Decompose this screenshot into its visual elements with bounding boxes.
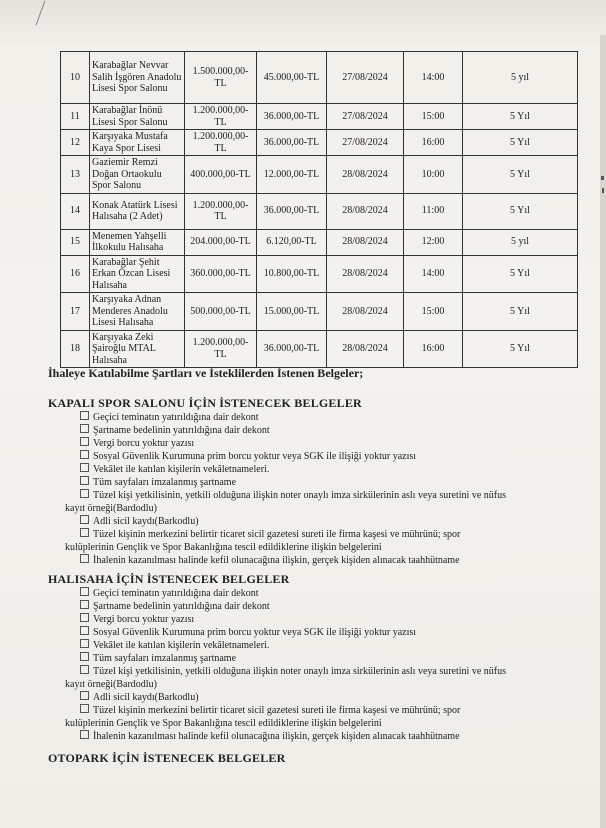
facility-name: Menemen Yahşelli İlkokulu Halısaha: [90, 229, 185, 255]
list-item-continuation: kayıt örneği(Bardodlu): [65, 503, 157, 514]
checkbox-icon: [80, 704, 89, 713]
tender-date: 28/08/2024: [327, 255, 404, 293]
list-item-text: Adli sicil kaydı(Barkodlu): [93, 692, 199, 703]
deposit-amount: 36.000,00-TL: [257, 330, 327, 368]
list-item-continuation: kulüplerinin Gençlik ve Spor Bakanlığına tescil edildiklerine ilişkin belgelerini: [65, 542, 382, 553]
list-item-text: Tüm sayfaları imzalanmış şartname: [93, 653, 237, 664]
table-row: [61, 52, 578, 104]
list-item: [80, 652, 520, 665]
list-item-text: Tüzel kişinin merkezini belirtir ticaret sicil gazetesi sureti ile firma kaşesi ve mührünü; spor: [93, 529, 461, 540]
list-item: [80, 424, 520, 437]
list-item-text: Geçici teminatın yatırıldığına dair dekont: [93, 588, 259, 599]
list-item-text: Vekâlet ile katılan kişilerin vekâletnameleri.: [93, 464, 270, 475]
estimated-value: 1.200.000,00-TL: [185, 130, 257, 156]
tender-date: 28/08/2024: [327, 293, 404, 331]
estimated-value: 1.200.000,00-TL: [185, 104, 257, 130]
list-item: [80, 528, 520, 541]
estimated-value: 1.500.000,00-TL: [185, 52, 257, 104]
tender-time: 16:00: [404, 330, 463, 368]
table-row: [61, 156, 578, 194]
lease-duration: 5 yıl: [463, 229, 578, 255]
section-title-kapali-spor-salonu: KAPALI SPOR SALONU İÇİN İSTENECEK BELGELER: [48, 396, 362, 410]
estimated-value: 1.200.000,00-TL: [185, 330, 257, 368]
document-list-halisaha: [65, 587, 520, 743]
lease-duration: 5 Yıl: [463, 255, 578, 293]
tender-time: 15:00: [404, 293, 463, 331]
checkbox-icon: [80, 652, 89, 661]
list-item: [80, 489, 520, 502]
tender-date: 27/08/2024: [327, 130, 404, 156]
list-item: [80, 476, 520, 489]
facility-name: Karabağlar Nevvar Salih İşgören Anadolu Lisesi Spor Salonu: [90, 52, 185, 104]
list-item: [80, 600, 520, 613]
table-row: [61, 330, 578, 368]
deposit-amount: 6.120,00-TL: [257, 229, 327, 255]
lease-duration: 5 Yıl: [463, 130, 578, 156]
row-number: 16: [61, 255, 90, 293]
list-item: [80, 613, 520, 626]
row-number: 13: [61, 156, 90, 194]
list-item-text: Adli sicil kaydı(Barkodlu): [93, 516, 199, 527]
table-row: [61, 293, 578, 331]
facility-name: Karabağlar İnönü Lisesi Spor Salonu: [90, 104, 185, 130]
list-item-text: İhalenin kazanılması halinde kefil olunacağına ilişkin, gerçek kişiden alınacak taahhütname: [93, 555, 460, 566]
checkbox-icon: [80, 528, 89, 537]
deposit-amount: 10.800,00-TL: [257, 255, 327, 293]
tender-time: 12:00: [404, 229, 463, 255]
deposit-amount: 36.000,00-TL: [257, 130, 327, 156]
row-number: 11: [61, 104, 90, 130]
list-item: [80, 626, 520, 639]
row-number: 14: [61, 193, 90, 229]
deposit-amount: 36.000,00-TL: [257, 193, 327, 229]
lease-duration: 5 yıl: [463, 52, 578, 104]
list-item-continuation: kulüplerinin Gençlik ve Spor Bakanlığına tescil edildiklerine ilişkin belgelerini: [65, 718, 382, 729]
checkbox-icon: [80, 424, 89, 433]
tender-date: 28/08/2024: [327, 330, 404, 368]
estimated-value: 400.000,00-TL: [185, 156, 257, 194]
checkbox-icon: [80, 691, 89, 700]
list-item-text: Geçici teminatın yatırıldığına dair dekont: [93, 412, 259, 423]
lease-duration: 5 Yıl: [463, 193, 578, 229]
tender-date: 27/08/2024: [327, 104, 404, 130]
list-item: [80, 665, 520, 678]
list-item: [80, 450, 520, 463]
estimated-value: 204.000,00-TL: [185, 229, 257, 255]
table-row: [61, 130, 578, 156]
facility-name: Karşıyaka Mustafa Kaya Spor Lisesi: [90, 130, 185, 156]
row-number: 17: [61, 293, 90, 331]
row-number: 10: [61, 52, 90, 104]
lease-duration: 5 Yıl: [463, 156, 578, 194]
estimated-value: 500.000,00-TL: [185, 293, 257, 331]
list-item: [80, 639, 520, 652]
tender-time: 14:00: [404, 52, 463, 104]
list-item-text: Tüzel kişinin merkezini belirtir ticaret sicil gazetesi sureti ile firma kaşesi ve mührünü; spor: [93, 705, 461, 716]
list-item: [80, 691, 520, 704]
deposit-amount: 12.000,00-TL: [257, 156, 327, 194]
row-number: 12: [61, 130, 90, 156]
table-row: [61, 104, 578, 130]
lease-duration: 5 Yıl: [463, 330, 578, 368]
tender-schedule-table: [60, 51, 578, 368]
section-title-otopark: OTOPARK İÇİN İSTENECEK BELGELER: [48, 751, 286, 765]
checkbox-icon: [80, 489, 89, 498]
facility-name: Gaziemir Remzi Doğan Ortaokulu Spor Salonu: [90, 156, 185, 194]
page-edge: [600, 35, 606, 828]
checkbox-icon: [80, 665, 89, 674]
tender-time: 16:00: [404, 130, 463, 156]
row-number: 18: [61, 330, 90, 368]
deposit-amount: 36.000,00-TL: [257, 104, 327, 130]
edge-mark: [602, 188, 604, 193]
checkbox-icon: [80, 587, 89, 596]
table-row: [61, 229, 578, 255]
checkbox-icon: [80, 515, 89, 524]
tender-time: 15:00: [404, 104, 463, 130]
list-item-text: Tüm sayfaları imzalanmış şartname: [93, 477, 237, 488]
facility-name: Karabağlar Şehit Erkan Özcan Lisesi Halısaha: [90, 255, 185, 293]
list-item-text: Sosyal Güvenlik Kurumuna prim borcu yoktur veya SGK ile ilişiği yoktur yazısı: [93, 451, 417, 462]
checkbox-icon: [80, 476, 89, 485]
checkbox-icon: [80, 437, 89, 446]
lease-duration: 5 Yıl: [463, 293, 578, 331]
checkbox-icon: [80, 613, 89, 622]
list-item: [80, 463, 520, 476]
checkbox-icon: [80, 463, 89, 472]
document-list-kapali-spor-salonu: [65, 411, 520, 567]
checkbox-icon: [80, 626, 89, 635]
checkbox-icon: [80, 600, 89, 609]
facility-name: Karşıyaka Adnan Menderes Anadolu Lisesi Halısaha: [90, 293, 185, 331]
list-item: [80, 437, 520, 450]
tender-date: 28/08/2024: [327, 193, 404, 229]
section-title-halisaha: HALISAHA İÇİN İSTENECEK BELGELER: [48, 572, 290, 586]
facility-name: Karşıyaka Zeki Şairoğlu MTAL Halısaha: [90, 330, 185, 368]
page-fold: [0, 0, 606, 44]
list-item: [80, 554, 520, 567]
tender-time: 10:00: [404, 156, 463, 194]
requirements-heading: İhaleye Katılabilme Şartları ve İsteklilerden İstenen Belgeler;: [48, 366, 364, 380]
list-item-text: Tüzel kişi yetkilisinin, yetkili olduğuna ilişkin noter onaylı imza sirkülerinin aslı veya suretini ve nüfus: [93, 490, 506, 501]
list-item-text: Tüzel kişi yetkilisinin, yetkili olduğuna ilişkin noter onaylı imza sirkülerinin aslı veya suretini ve nüfus: [93, 666, 506, 677]
lease-duration: 5 Yıl: [463, 104, 578, 130]
checkbox-icon: [80, 730, 89, 739]
tender-time: 14:00: [404, 255, 463, 293]
list-item-text: Vergi borcu yoktur yazısı: [93, 614, 195, 625]
list-item: [80, 587, 520, 600]
estimated-value: 1.200.000,00-TL: [185, 193, 257, 229]
facility-name: Konak Atatürk Lisesi Halısaha (2 Adet): [90, 193, 185, 229]
table-row: [61, 255, 578, 293]
list-item: [80, 730, 520, 743]
list-item: [80, 515, 520, 528]
list-item: [80, 411, 520, 424]
checkbox-icon: [80, 639, 89, 648]
list-item-continuation: kayıt örneği(Bardodlu): [65, 679, 157, 690]
deposit-amount: 15.000,00-TL: [257, 293, 327, 331]
row-number: 15: [61, 229, 90, 255]
list-item-text: Şartname bedelinin yatırıldığına dair dekont: [93, 601, 270, 612]
list-item-text: Şartname bedelinin yatırıldığına dair dekont: [93, 425, 270, 436]
tender-date: 27/08/2024: [327, 52, 404, 104]
table-row: [61, 193, 578, 229]
list-item-text: Vergi borcu yoktur yazısı: [93, 438, 195, 449]
deposit-amount: 45.000,00-TL: [257, 52, 327, 104]
checkbox-icon: [80, 554, 89, 563]
edge-mark: [601, 176, 604, 180]
list-item-text: Sosyal Güvenlik Kurumuna prim borcu yoktur veya SGK ile ilişiği yoktur yazısı: [93, 627, 417, 638]
tender-date: 28/08/2024: [327, 156, 404, 194]
tender-date: 28/08/2024: [327, 229, 404, 255]
checkbox-icon: [80, 450, 89, 459]
list-item: [80, 704, 520, 717]
list-item-text: Vekâlet ile katılan kişilerin vekâletnameleri.: [93, 640, 270, 651]
checkbox-icon: [80, 411, 89, 420]
list-item-text: İhalenin kazanılması halinde kefil olunacağına ilişkin, gerçek kişiden alınacak taahhütname: [93, 731, 460, 742]
tender-time: 11:00: [404, 193, 463, 229]
estimated-value: 360.000,00-TL: [185, 255, 257, 293]
